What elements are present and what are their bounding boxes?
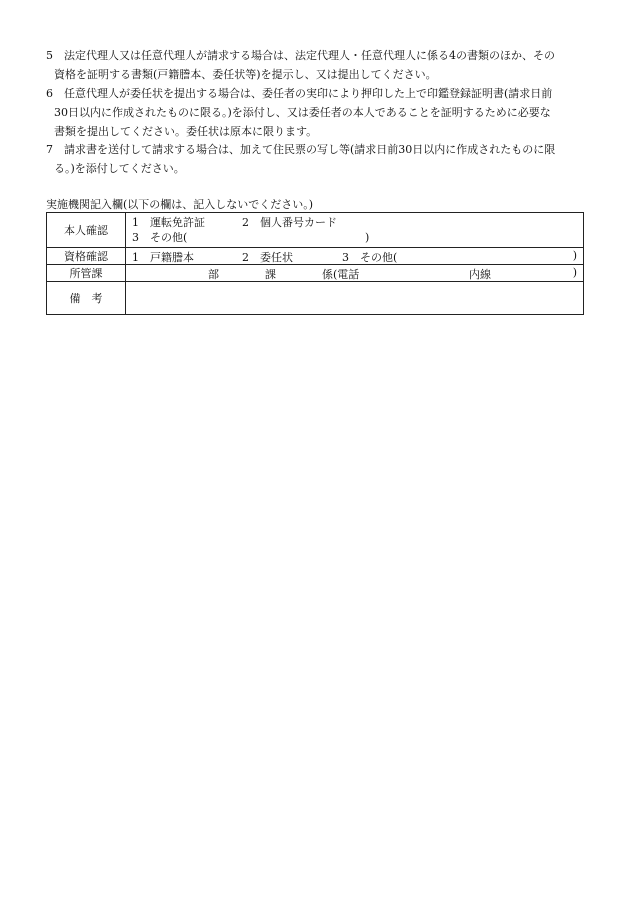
- note-text: 法定代理人又は任意代理人が請求する場合は、法定代理人・任意代理人に係る4の書類のほか、その: [64, 49, 555, 62]
- qualification-option-other-close: ): [572, 249, 577, 262]
- identity-option-license: 1 運転免許証: [132, 216, 205, 229]
- remarks-row: [47, 282, 584, 315]
- department-extension: 内線: [469, 268, 491, 281]
- department-label: 所管課: [47, 265, 126, 282]
- qualification-option-proxy: 2 委任状: [242, 251, 293, 264]
- qualification-option-other: 3 その他(: [342, 251, 398, 264]
- note-text: 30日以内に作成されたものに限る。)を添付し、又は委任者の本人であることを証明するために必要な: [54, 106, 551, 119]
- identity-option-other-close: ): [365, 231, 370, 244]
- qualification-row: [47, 248, 584, 265]
- department-bu: 部: [208, 268, 219, 281]
- office-use-title: 実施機関記入欄(以下の欄は、記入しないでください。): [46, 198, 314, 211]
- note-5: [46, 46, 586, 84]
- department-row: [47, 265, 584, 282]
- note-6: [46, 84, 586, 141]
- qualification-options: [126, 248, 584, 265]
- identity-option-other: 3 その他(: [132, 231, 188, 244]
- remarks-label: 備 考: [47, 282, 126, 315]
- department-fields: [126, 265, 584, 282]
- identity-option-mynumber: 2 個人番号カード: [242, 216, 337, 229]
- qualification-option-koseki: 1 戸籍謄本: [132, 251, 194, 264]
- note-number: 7: [46, 143, 53, 156]
- note-text: 資格を証明する書類(戸籍謄本、委任状等)を提示し、又は提出してください。: [54, 68, 437, 81]
- identity-row: [47, 213, 584, 248]
- note-text: る。)を添付してください。: [54, 162, 185, 175]
- department-kakari-phone: 係(電話: [322, 268, 360, 281]
- note-text: 書類を提出してください。委任状は原本に限ります。: [54, 125, 318, 138]
- department-ka: 課: [265, 268, 276, 281]
- note-text: 請求書を送付して請求する場合は、加えて住民票の写し等(請求日前30日以内に作成されたものに限: [64, 143, 556, 156]
- identity-options: [126, 213, 584, 248]
- office-use-table: [46, 212, 584, 315]
- qualification-label: 資格確認: [47, 248, 126, 265]
- identity-label: 本人確認: [47, 213, 126, 248]
- note-text: 任意代理人が委任状を提出する場合は、委任者の実印により押印した上で印鑑登録証明書(請求日前: [64, 87, 553, 100]
- note-7: [46, 140, 586, 178]
- note-number: 5: [46, 49, 53, 62]
- remarks-field: [126, 282, 584, 315]
- department-close: ): [572, 266, 577, 279]
- note-number: 6: [46, 87, 53, 100]
